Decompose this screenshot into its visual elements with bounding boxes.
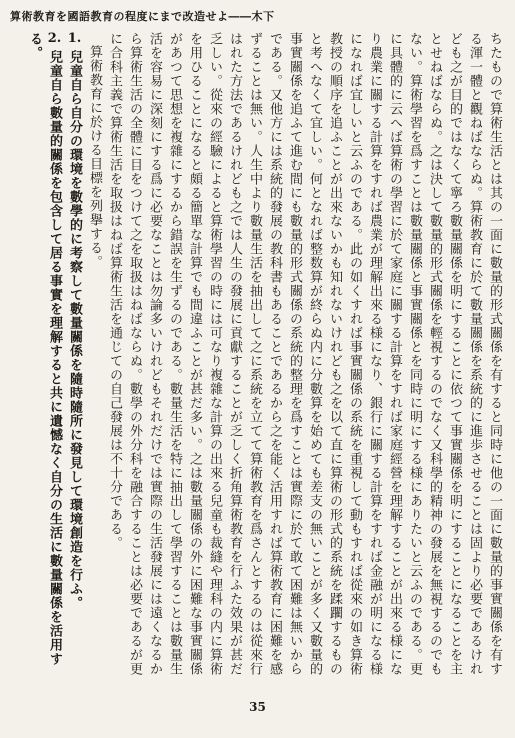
page-number: 35 bbox=[249, 700, 266, 714]
paragraph: 算術教育に於ける目標を列擧する。 bbox=[87, 45, 102, 269]
section-number: 1. bbox=[67, 32, 82, 45]
running-head: 算術教育を國語教育の程度にまで改造せよ――木下 bbox=[10, 10, 275, 23]
section-item bbox=[64, 32, 84, 682]
section-text: 兒童自ら自分の環境を數學的に考察して數量關係を隨時隨所に發見して環境創造を行ふ。 bbox=[67, 50, 82, 611]
paragraph: ちたもので算術生活とは其の一面に數量的形式關係を有すると同時に他の一面に數量的事實關係を有する渾一體と觀ねばならぬ。算術教育に於て數量關係を系統的に進歩させることは固より必要であるけれども之が目的ではなくて寧ろ數量關係を明にすることに依つて事實關係を明にすることになることを主とせねばならぬ。之は決して數量的形式關係を輕視するのでなく又科學的精神の發展を無視するのでもない。算術學習を爲すことは數量關係と事實關係とを同時に明にする様にありたいと云ふのである。更に具體的に云へば算術の學習に於て家庭に關する計算をすれば家庭經營を理解することが出來る様になり農業に關する計算をすれば農業が理解出來る様になり、銀行に關する計算をすれば金融が明になる様になれば宜しいと云ふのである。此の如くすれば事實關係の系統を重視して動もすれば從來の如き算術教授の順序を追ふことが出來ないかも知れないけれども之を以て直に算術の形式的系統を蹂躙するものと考へなくて宜しい。何となれば整数算が終らぬ内に分數算を始めても差支の無いことが多く又數量的事實關係を追ふて進む間にも數量的形式關係の系統的整理を爲すことは實際に於て敢て困難は無いからである。又他方には系統的發展の教科書もあることであるから之を能く活用すれば算術教育に困難を感ずることは無い。人生中より數量生活を抽出して之に系統を立てて算術教育を爲さんとするのは從來行はれた方法であるけれども之では人生の發展に貢獻することが乏しく折角算術教育を行ふた效果が甚だ乏しい。從來の經驗によると算術學習の時には可なり複雜な計算の出來る兒童も裁縫や理科の内に算術を用ひることになると頗る簡單な計算でも間違ふことが甚だ多い。之は數量關係の外に困難な事實關係があつて思想を複雜にするから錯誤を生ずるのである。數量生活を特に抽出して學習することは數量生活を容易に深刻にする爲に必要なことは勿論多いけれどもそれだけでは實際の生活發展には遠くなるから算術生活の全體に目をつけて之を取扱はねばならぬ。數學の外分科を融合することは必要であるが更に合科主義で算術生活を取扱はねば算術生活を通じての自己發展は不十分である。 bbox=[107, 32, 502, 676]
body-text bbox=[27, 32, 504, 682]
section-number: 2. bbox=[47, 32, 62, 45]
section-text: 兒童自ら數量的關係を包含して居る事實を理解すると共に遺憾なく自分の生活に數量關係を活用する。 bbox=[27, 32, 62, 667]
section-item bbox=[24, 32, 64, 682]
